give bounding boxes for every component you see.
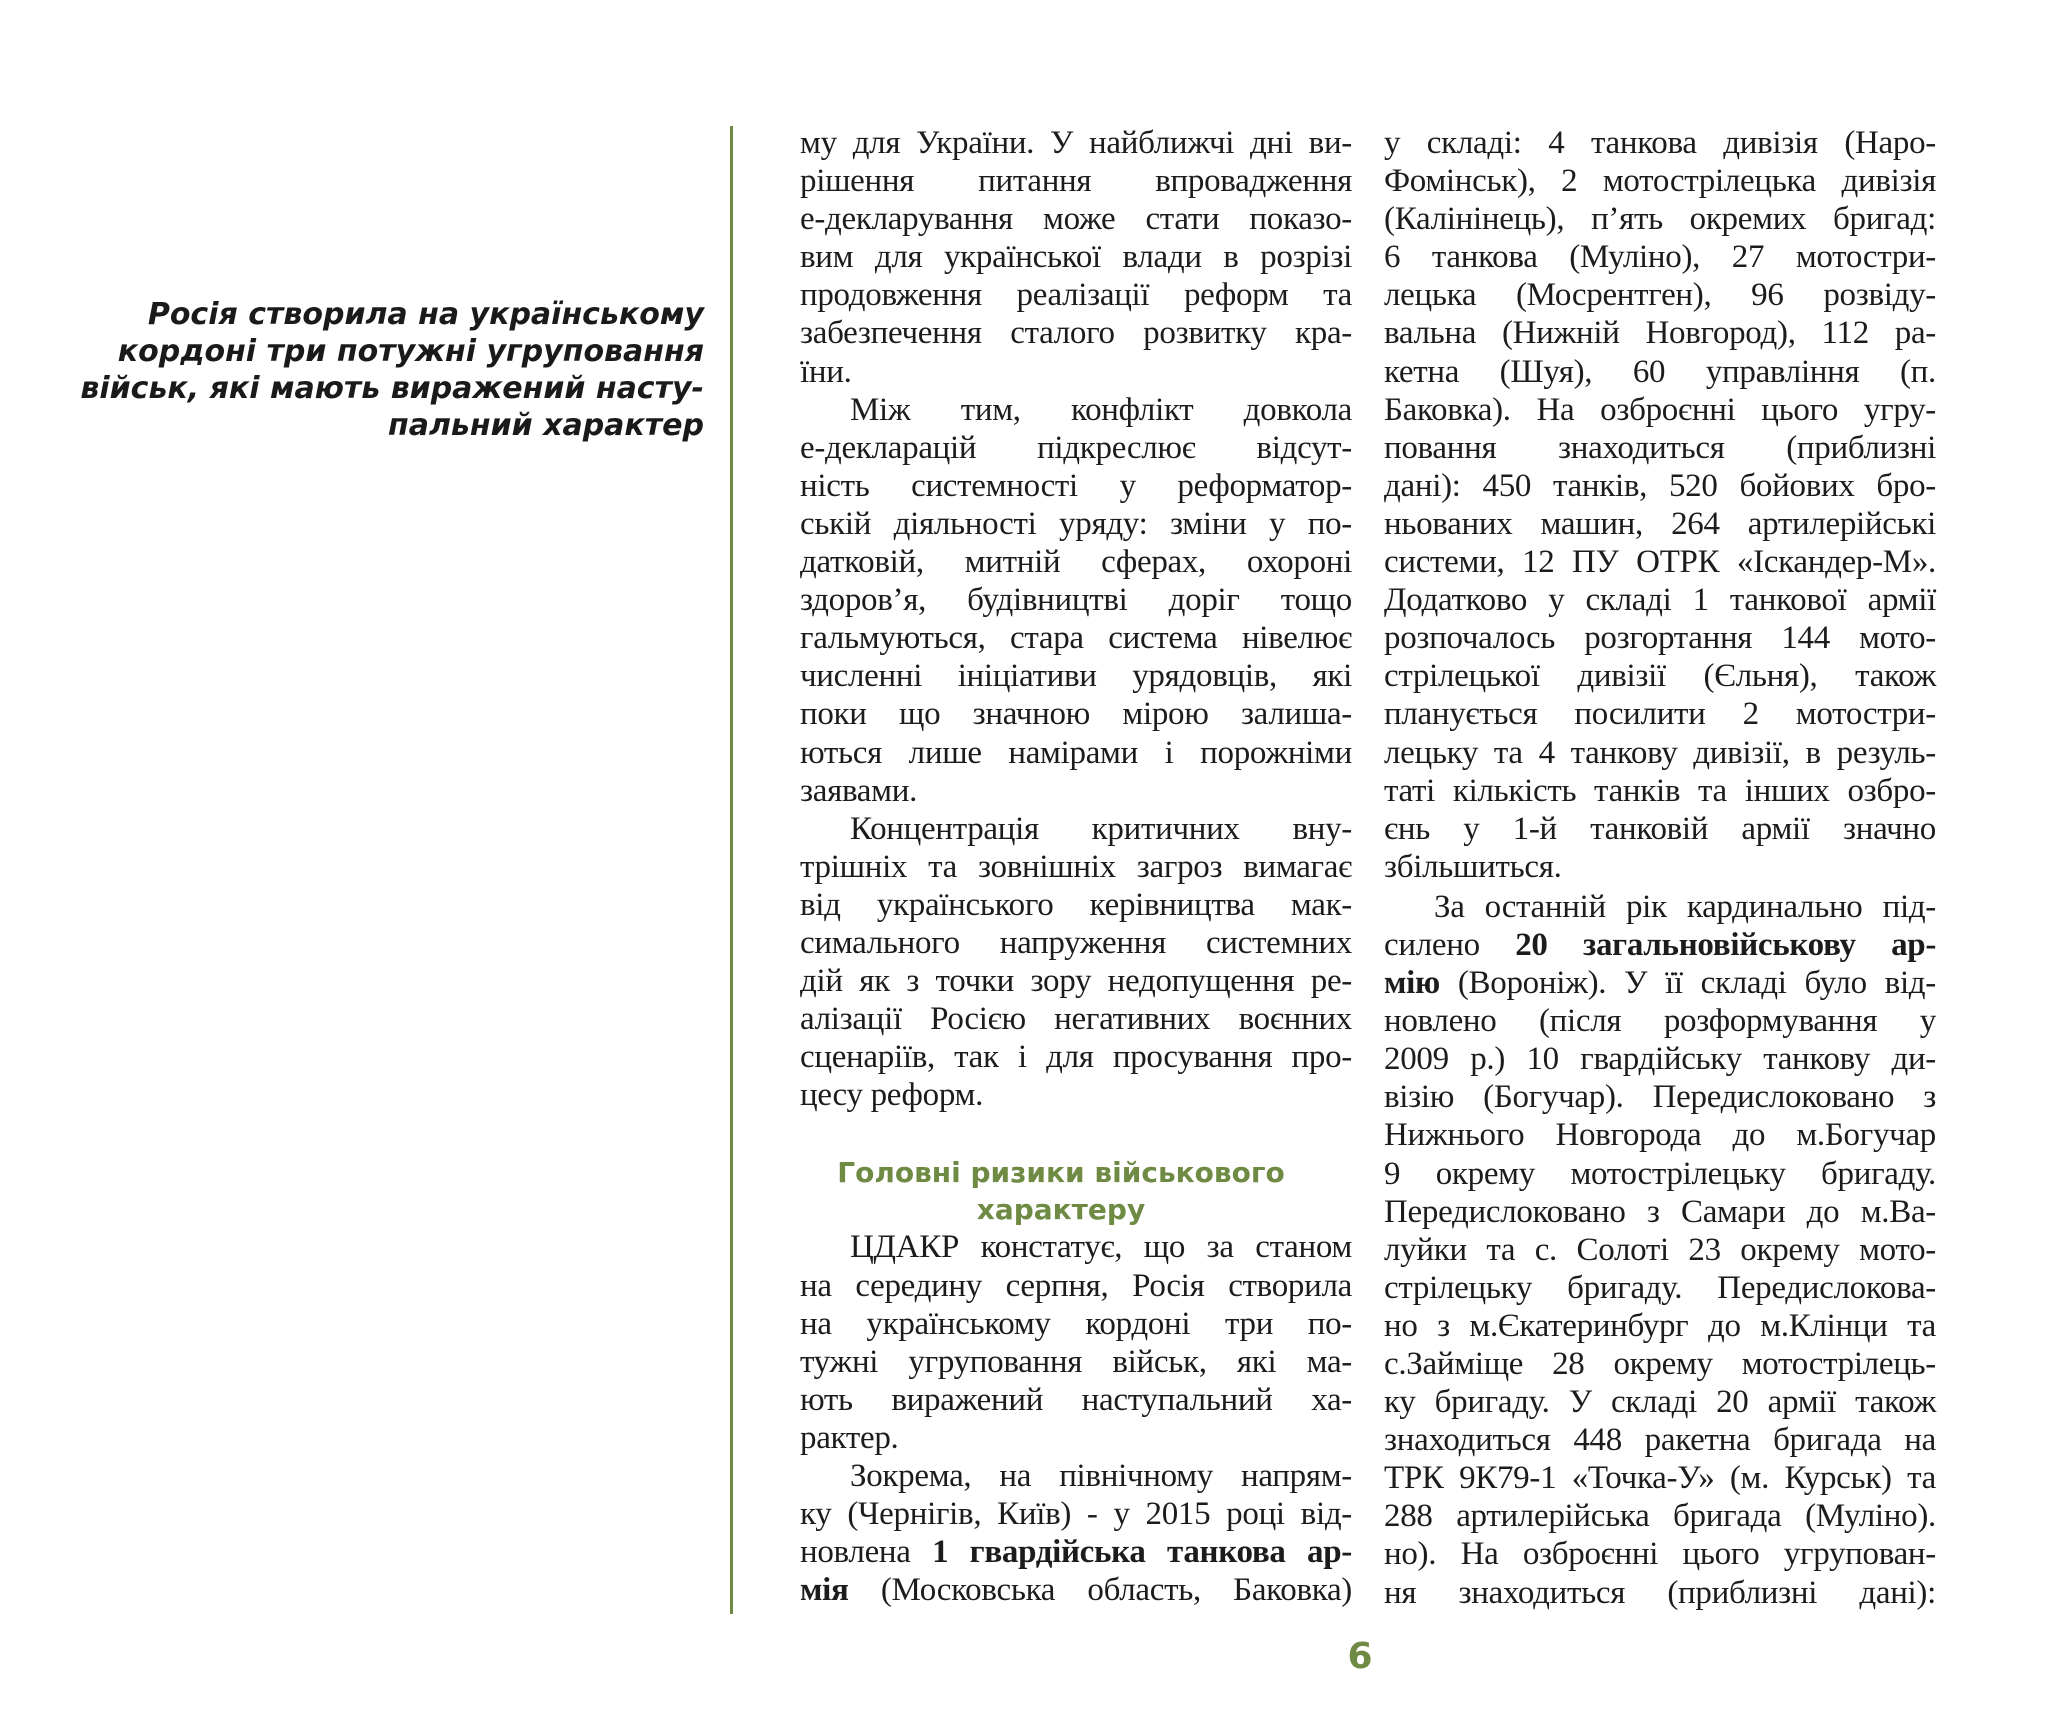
bold-text-run: 20 загальновійськову ар-	[1515, 926, 1937, 963]
text-line: ність системності у реформатор-	[800, 467, 1352, 504]
pull-quote-line: військ, які мають виражений насту-	[80, 371, 704, 406]
text-line: с.Займіще 28 окрему мотострілець-	[1384, 1346, 1936, 1382]
text-line: сценаріїв, так і для просування про-	[800, 1039, 1352, 1076]
text-line: збільшиться.	[1384, 848, 1562, 885]
text-column-right	[1384, 124, 1936, 1612]
text-line: тужні угруповання військ, які ма-	[800, 1343, 1352, 1380]
text-line: му для України. У найближчі дні ви-	[800, 125, 1352, 161]
section-heading-line: характеру	[976, 1193, 1146, 1227]
pull-quote	[70, 296, 704, 444]
text-line: від українського керівництва мак-	[800, 886, 1352, 923]
text-line: рактер.	[800, 1419, 899, 1456]
text-line: е-декларацій підкреслює відсут-	[800, 429, 1352, 466]
text-line: продовження реалізації реформ та	[800, 277, 1352, 314]
section-heading-line: Головні ризики військового	[837, 1156, 1285, 1190]
text-line: на українському кордоні три по-	[800, 1305, 1352, 1342]
text-line: цесу реформ.	[800, 1077, 984, 1114]
text-line: (Калінінець), п’ять окремих бригад:	[1384, 201, 1936, 238]
text-line: єнь у 1-й танковій армії значно	[1384, 810, 1936, 847]
text-line: дій як з точки зору недопущення ре-	[800, 963, 1352, 1000]
text-run: новлена	[800, 1534, 933, 1571]
text-line: но з м.Єкатеринбург до м.Клінци та	[1384, 1307, 1936, 1344]
text-line: ЦДАКР констатує, що за станом	[850, 1229, 1352, 1266]
text-line: алізації Росією негативних воєнних	[800, 1001, 1352, 1038]
section-heading	[800, 1154, 1322, 1228]
text-line: Передислоковано з Самари до м.Ва-	[1384, 1193, 1936, 1230]
text-line: кетна (Шуя), 60 управління (п.	[1384, 353, 1936, 390]
text-line: Між тим, конфлікт довкола	[850, 391, 1352, 428]
text-line: знаходиться 448 ракетна бригада на	[1384, 1422, 1936, 1459]
text-line: ня знаходиться (приблизні дані):	[1384, 1574, 1936, 1611]
text-line: Зокрема, на північному напрям-	[850, 1458, 1352, 1494]
text-line: вальна (Нижній Новгород), 112 ра-	[1384, 315, 1936, 352]
text-line: планується посилити 2 мотостри-	[1384, 696, 1936, 733]
text-line	[1384, 964, 1936, 1002]
text-line: луйки та с. Солоті 23 окрему мото-	[1384, 1231, 1936, 1268]
text-line	[800, 1533, 1352, 1571]
text-line: ській діяльності уряду: зміни у по-	[800, 505, 1352, 542]
text-line: у складі: 4 танкова дивізія (Наро-	[1384, 125, 1936, 161]
text-line: дані): 450 танків, 520 бойових бро-	[1384, 467, 1936, 504]
text-line: системи, 12 ПУ ОТРК «Іскандер-М».	[1384, 544, 1936, 581]
text-line: 9 окрему мотострілецьку бригаду.	[1384, 1155, 1936, 1192]
text-line: Додатково у складі 1 танкової армії	[1384, 582, 1936, 619]
text-line: Фомінськ), 2 мотострілецька дивізія	[1384, 163, 1936, 200]
text-line: стрілецьку бригаду. Передислокова-	[1384, 1269, 1936, 1306]
text-line: ють виражений наступальний ха-	[800, 1381, 1352, 1418]
text-line: повання знаходиться (приблизні	[1384, 429, 1936, 466]
text-line: лецьку та 4 танкову дивізії, в резуль-	[1384, 734, 1936, 771]
text-line: здоров’я, будівництві доріг тощо	[800, 582, 1352, 619]
bold-text-run: мію	[1384, 965, 1440, 1002]
text-column-middle	[800, 124, 1352, 1609]
text-line: таті кількість танків та інших озбро-	[1384, 772, 1936, 809]
text-line: розпочалось розгортання 144 мото-	[1384, 620, 1936, 657]
pull-quote-line: кордоні три потужні угруповання	[117, 334, 704, 369]
text-line	[800, 1571, 1352, 1609]
page-number: 6	[1347, 1636, 1373, 1677]
text-line: стрілецької дивізії (Єльня), також	[1384, 658, 1936, 695]
text-line: ку (Чернігів, Київ) - у 2015 році від-	[800, 1496, 1352, 1533]
text-line: 288 артилерійська бригада (Муліно).	[1384, 1498, 1936, 1535]
text-line: датковій, митній сферах, охороні	[800, 544, 1352, 581]
text-line: численні ініціативи урядовців, які	[800, 658, 1352, 695]
bold-text-run: 1 гвардійська танкова ар-	[932, 1534, 1352, 1571]
text-line: 6 танкова (Муліно), 27 мотостри-	[1384, 239, 1936, 276]
text-line: ТРК 9К79-1 «Точка-У» (м. Курськ) та	[1384, 1460, 1936, 1497]
text-line: но). На озброєнні цього угрупован-	[1384, 1536, 1936, 1573]
text-line: е-декларування може стати показо-	[800, 201, 1352, 238]
text-line: Концентрація критичних вну-	[850, 810, 1352, 847]
text-line: ку бригаду. У складі 20 армії також	[1384, 1384, 1936, 1421]
text-line: вим для української влади в розрізі	[800, 239, 1352, 276]
text-run: силено	[1384, 926, 1516, 963]
text-line: поки що значною мірою залиша-	[800, 696, 1352, 733]
text-line: ються лише намірами і порожніми	[800, 734, 1352, 771]
text-line: їни.	[800, 353, 852, 390]
text-line: симального напруження системних	[800, 924, 1352, 961]
text-line: новлено (після розформування у	[1384, 1003, 1936, 1040]
spacer	[800, 1114, 1352, 1154]
text-line: трішніх та зовнішніх загроз вимагає	[800, 848, 1352, 885]
text-line: гальмуються, стара система нівелює	[800, 620, 1352, 657]
pull-quote-line: Росія створила на українському	[147, 297, 704, 332]
text-line: 2009 р.) 10 гвардійську танкову ди-	[1384, 1041, 1936, 1078]
text-line: Нижнього Новгорода до м.Богучар	[1384, 1117, 1936, 1154]
text-run: (Московська область, Баковка)	[848, 1572, 1352, 1609]
text-line: ньованих машин, 264 артилерійські	[1384, 505, 1936, 542]
text-line: Баковка). На озброєнні цього угру-	[1384, 391, 1936, 428]
text-line: на середину серпня, Росія створила	[800, 1267, 1352, 1304]
text-line: лецька (Мосрентген), 96 розвіду-	[1384, 277, 1936, 314]
text-line: За останній рік кардинально під-	[1434, 888, 1936, 925]
text-line: заявами.	[800, 772, 918, 809]
vertical-divider	[730, 126, 733, 1614]
text-line	[1384, 926, 1936, 964]
text-run: (Вороніж). У її складі було від-	[1439, 965, 1936, 1002]
text-line: візію (Богучар). Передислоковано з	[1384, 1079, 1936, 1116]
text-line: рішення питання впровадження	[800, 163, 1352, 200]
text-line: забезпечення сталого розвитку кра-	[800, 315, 1352, 352]
bold-text-run: мія	[800, 1572, 849, 1609]
pull-quote-line: пальний характер	[387, 408, 704, 443]
